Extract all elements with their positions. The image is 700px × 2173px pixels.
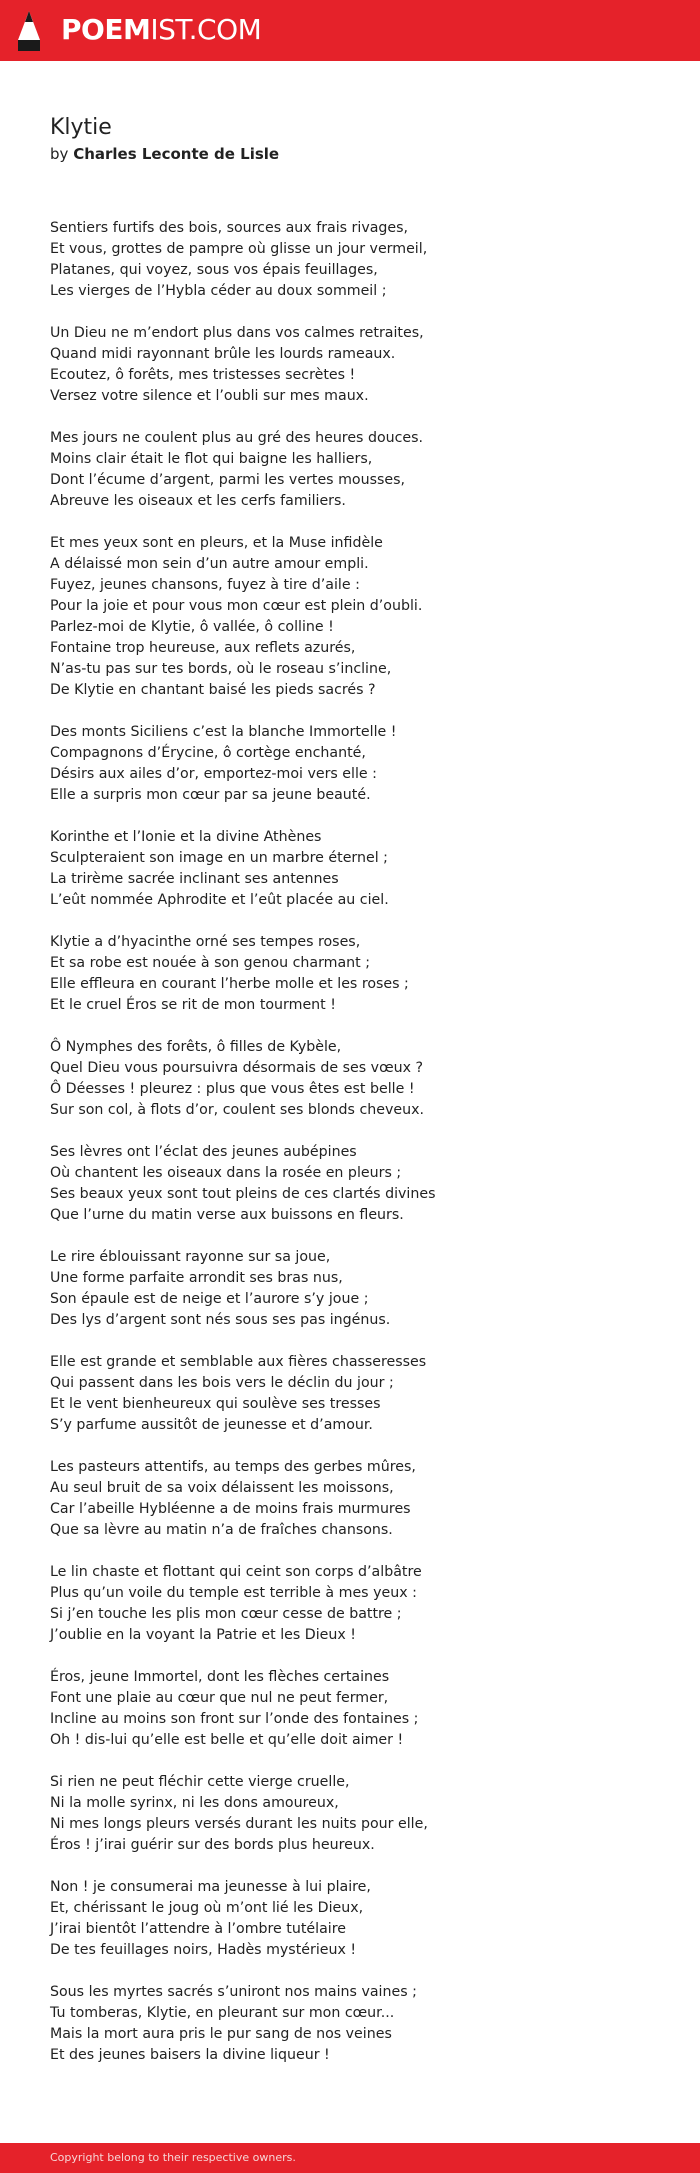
stanza <box>50 722 650 806</box>
stanza <box>50 533 650 701</box>
poem-line: Et, chérissant le joug où m’ont lié les Dieux, <box>50 1900 364 1916</box>
poem-line: Que l’urne du matin verse aux buissons en fleurs. <box>50 1207 404 1223</box>
poem-line: Les pasteurs attentifs, au temps des gerbes mûres, <box>50 1459 416 1475</box>
poem-content <box>50 113 650 2087</box>
poem-line: Sculpteraient son image en un marbre éternel ; <box>50 850 388 866</box>
poem-line: Les vierges de l’Hybla céder au doux sommeil ; <box>50 283 387 299</box>
poem-line: Et des jeunes baisers la divine liqueur ! <box>50 2047 330 2063</box>
poem-line: L’eût nommée Aphrodite et l’eût placée au ciel. <box>50 892 389 908</box>
poem-line: Abreuve les oiseaux et les cerfs familiers. <box>50 493 346 509</box>
poem-body <box>50 218 650 2066</box>
poem-line: Oh ! dis-lui qu’elle est belle et qu’elle doit aimer ! <box>50 1732 404 1748</box>
poem-line: Quel Dieu vous poursuivra désormais de ses vœux ? <box>50 1060 424 1076</box>
stanza <box>50 1667 650 1751</box>
stanza <box>50 1982 650 2066</box>
poem-line: Ecoutez, ô forêts, mes tristesses secrètes ! <box>50 367 356 383</box>
poem-line: Fuyez, jeunes chansons, fuyez à tire d’aile : <box>50 577 360 593</box>
stanza <box>50 1772 650 1856</box>
site-footer <box>0 2143 700 2173</box>
logo-light-text: IST.COM <box>150 13 262 46</box>
stanza <box>50 1457 650 1541</box>
poem-line: Désirs aux ailes d’or, emportez-moi vers elle : <box>50 766 377 782</box>
poem-line: Un Dieu ne m’endort plus dans vos calmes retraites, <box>50 325 424 341</box>
poem-line: Et sa robe est nouée à son genou charmant ; <box>50 955 371 971</box>
poem-line: Elle effleura en courant l’herbe molle et les roses ; <box>50 976 409 992</box>
poem-line: Ni mes longs pleurs versés durant les nuits pour elle, <box>50 1816 428 1832</box>
stanza <box>50 218 650 302</box>
poem-line: Font une plaie au cœur que nul ne peut fermer, <box>50 1690 389 1706</box>
poem-line: Qui passent dans les bois vers le déclin du jour ; <box>50 1375 394 1391</box>
poem-line: A délaissé mon sein d’un autre amour empli. <box>50 556 369 572</box>
poem-line: Sentiers furtifs des bois, sources aux frais rivages, <box>50 220 409 236</box>
stanza <box>50 1877 650 1961</box>
poem-line: Si j’en touche les plis mon cœur cesse de battre ; <box>50 1606 402 1622</box>
site-logo[interactable] <box>61 12 261 48</box>
poem-line: Ni la molle syrinx, ni les dons amoureux, <box>50 1795 339 1811</box>
poem-line: Que sa lèvre au matin n’a de fraîches chansons. <box>50 1522 393 1538</box>
poem-line: Sur son col, à flots d’or, coulent ses blonds cheveux. <box>50 1102 424 1118</box>
poem-line: Pour la joie et pour vous mon cœur est plein d’oubli. <box>50 598 423 614</box>
stanza <box>50 932 650 1016</box>
stanza <box>50 428 650 512</box>
poem-line: Si rien ne peut fléchir cette vierge cruelle, <box>50 1774 350 1790</box>
poem-line: Plus qu’un voile du temple est terrible à mes yeux : <box>50 1585 417 1601</box>
poem-line: Moins clair était le flot qui baigne les halliers, <box>50 451 373 467</box>
poem-line: Mes jours ne coulent plus au gré des heures douces. <box>50 430 424 446</box>
poem-line: Son épaule est de neige et l’aurore s’y joue ; <box>50 1291 369 1307</box>
poem-line: Versez votre silence et l’oubli sur mes maux. <box>50 388 369 404</box>
pencil-tip-icon[interactable] <box>16 10 42 52</box>
byline <box>50 143 650 165</box>
poem-line: Le rire éblouissant rayonne sur sa joue, <box>50 1249 331 1265</box>
site-header <box>0 0 700 61</box>
poem-line: N’as-tu pas sur tes bords, où le roseau s’incline, <box>50 661 392 677</box>
poem-line: De Klytie en chantant baisé les pieds sacrés ? <box>50 682 376 698</box>
stanza <box>50 323 650 407</box>
poem-line: De tes feuillages noirs, Hadès mystérieux ! <box>50 1942 357 1958</box>
poem-line: Ses lèvres ont l’éclat des jeunes aubépines <box>50 1144 357 1160</box>
poem-line: Et le cruel Éros se rit de mon tourment ! <box>50 997 336 1013</box>
poem-line: J’irai bientôt l’attendre à l’ombre tutélaire <box>50 1921 346 1937</box>
stanza <box>50 1352 650 1436</box>
poem-line: Ô Nymphes des forêts, ô filles de Kybèle, <box>50 1039 342 1055</box>
stanza <box>50 1037 650 1121</box>
poem-line: Éros, jeune Immortel, dont les flèches certaines <box>50 1669 390 1685</box>
poem-title: Klytie <box>50 115 112 140</box>
poem-line: Une forme parfaite arrondit ses bras nus, <box>50 1270 343 1286</box>
poem-line: Et mes yeux sont en pleurs, et la Muse infidèle <box>50 535 383 551</box>
poem-line: Où chantent les oiseaux dans la rosée en pleurs ; <box>50 1165 402 1181</box>
poem-line: Tu tomberas, Klytie, en pleurant sur mon cœur... <box>50 2005 395 2021</box>
poem-line: Le lin chaste et flottant qui ceint son corps d’albâtre <box>50 1564 422 1580</box>
poem-line: Éros ! j’irai guérir sur des bords plus heureux. <box>50 1837 375 1853</box>
by-label: by <box>50 145 69 163</box>
poem-line: Incline au moins son front sur l’onde des fontaines ; <box>50 1711 419 1727</box>
poem-line: Car l’abeille Hybléenne a de moins frais murmures <box>50 1501 411 1517</box>
poem-line: Et vous, grottes de pampre où glisse un jour vermeil, <box>50 241 428 257</box>
poem-line: Des monts Siciliens c’est la blanche Immortelle ! <box>50 724 397 740</box>
stanza <box>50 1247 650 1331</box>
poem-line: Elle a surpris mon cœur par sa jeune beauté. <box>50 787 371 803</box>
poem-line: Korinthe et l’Ionie et la divine Athènes <box>50 829 322 845</box>
poem-line: Des lys d’argent sont nés sous ses pas ingénus. <box>50 1312 391 1328</box>
stanza <box>50 1142 650 1226</box>
poem-line: Fontaine trop heureuse, aux reflets azurés, <box>50 640 356 656</box>
stanza <box>50 827 650 911</box>
poem-line: Ses beaux yeux sont tout pleins de ces clartés divines <box>50 1186 436 1202</box>
poem-line: S’y parfume aussitôt de jeunesse et d’amour. <box>50 1417 373 1433</box>
poem-line: Au seul bruit de sa voix délaissent les moissons, <box>50 1480 394 1496</box>
poem-line: Platanes, qui voyez, sous vos épais feuillages, <box>50 262 378 278</box>
poem-line: La trirème sacrée inclinant ses antennes <box>50 871 339 887</box>
poem-line: Quand midi rayonnant brûle les lourds rameaux. <box>50 346 396 362</box>
copyright-text: Copyright belong to their respective owners. <box>50 2151 296 2164</box>
poem-line: Mais la mort aura pris le pur sang de nos veines <box>50 2026 392 2042</box>
poem-line: Dont l’écume d’argent, parmi les vertes mousses, <box>50 472 405 488</box>
poem-line: Et le vent bienheureux qui soulève ses tresses <box>50 1396 381 1412</box>
poem-line: Elle est grande et semblable aux fières chasseresses <box>50 1354 427 1370</box>
poem-line: Non ! je consumerai ma jeunesse à lui plaire, <box>50 1879 371 1895</box>
poem-line: Compagnons d’Érycine, ô cortège enchanté, <box>50 745 366 761</box>
poem-line: Ô Déesses ! pleurez : plus que vous êtes est belle ! <box>50 1081 415 1097</box>
logo-bold-text: POEM <box>61 13 151 46</box>
author-name: Charles Leconte de Lisle <box>73 145 280 163</box>
poem-line: Klytie a d’hyacinthe orné ses tempes roses, <box>50 934 361 950</box>
poem-line: J’oublie en la voyant la Patrie et les Dieux ! <box>50 1627 356 1643</box>
poem-line: Sous les myrtes sacrés s’uniront nos mains vaines ; <box>50 1984 417 2000</box>
poem-line: Parlez-moi de Klytie, ô vallée, ô colline ! <box>50 619 334 635</box>
stanza <box>50 1562 650 1646</box>
